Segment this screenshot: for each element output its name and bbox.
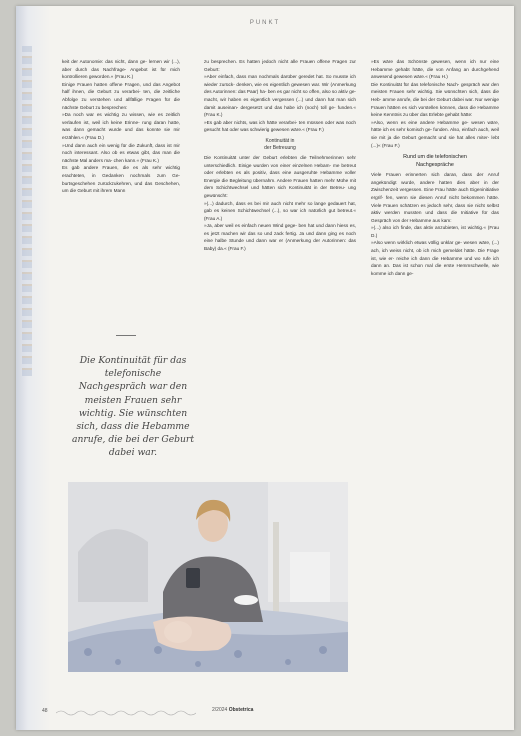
magazine-page bbox=[16, 6, 514, 730]
paragraph: Die Kontinuität unter der Geburt erlebten die Teilnehmerinnen sehr unterschiedlich. Einige wurden von einer einzelnen Hebam- me betreut oder erlebten es als positiv, dass eine ausgeruhte Hebamme voller Energie die Begleitung übernahm. Andere Frauen hatten mehr Mühe mit dem Schichtwechsel und hätten sich Kontinuität in der Betreu- ung gewünscht: bbox=[204, 154, 356, 198]
paragraph: »Es gab aber nichts, was ich hätte verarbei- ten müssen oder was noch gesucht hat oder was schwierig gewesen wäre.« (Frau F.) bbox=[204, 119, 356, 133]
paragraph: »Und dann auch ein wenig für die Zukunft, dass ist mir noch interessant. Also ob es etwas gibt, das man die nächste Mal anders ma- chen kann.« (Frau K.) bbox=[62, 142, 180, 163]
page-spine bbox=[16, 6, 50, 730]
issue-label: 2/2024 bbox=[212, 707, 228, 713]
pullquote-divider bbox=[116, 335, 136, 336]
column-3 bbox=[371, 58, 499, 277]
paragraph: »Aber einfach, dass man nochmals darüber geredet hat. So musste ich wieder zurück- denken, wie es eigentlich gewesen war. Wir (Anmerkung des Autorinnen: das Paar) ha- ben es gar nicht so offen, also so aktiv ge- macht, wir haben es eigentlich vergessen (...) und dann hat man sich damit auseinan- dergesetzt und das habe ich (noch) toll ge- funden.« (Frau K.) bbox=[204, 74, 356, 118]
wave-ornament bbox=[56, 709, 196, 717]
pull-quote: Die Kontinuität für das telefonische Nachgespräch war den meisten Frauen sehr wichtig. Sie wünschten sich, dass die Hebamme anrufe, die bei der Geburt dabei war. bbox=[71, 355, 195, 459]
paragraph: Einige Frauen hatten offene Fragen, und das Angebot half ihnen, die Geburt zu verarbei- ten, die zeitliche Abfolge zu verstehen und allfällige Fragen für die nächste Geburt zu besprechen: bbox=[62, 81, 180, 110]
page-footer bbox=[16, 706, 514, 720]
paragraph: zu besprechen. Es hatten jedoch nicht alle Frauen offene Fragen zur Geburt: bbox=[204, 59, 356, 72]
brand-name: Obstetrica bbox=[228, 707, 254, 713]
subheading-line: Nachgespräche bbox=[416, 161, 454, 168]
subheading bbox=[371, 154, 499, 169]
article-photo bbox=[68, 482, 348, 672]
paragraph: »(...) also ich finde, das aktiv anzubieten, ist wichtig.« (Frau D.) bbox=[371, 225, 499, 238]
paragraph: »Da noch war es wichtig zu wissen, wie es zeitlich verlaufen ist, weil ich keine Erinne- rung daran hatte, was dann gemacht wurde und das konnte sie mir erzählen.« (Frau D.) bbox=[62, 112, 180, 140]
footer-brand bbox=[212, 707, 253, 713]
paragraph: »(...) dadurch, dass es bei mir auch nicht mehr so lange gedauert hat, gab es keinen Schichtwechsel (...), so war ich natürlich gut betreut.« (Frau A.) bbox=[204, 200, 356, 221]
subheading bbox=[204, 138, 356, 152]
paragraph: »Also wenn wirklich etwas völlig unklar ge- wesen wäre, (...) ach, ich weiss nicht, ob ich mich gemeldet hätte. Die Frage ist, wie er- reiche ich dann die Hebamme und wo rufe ich dann an. Das ist schon mal die erste Hemmschwelle, wie komme ich dann ge- bbox=[371, 240, 499, 276]
paragraph: Es gab andere Frauen, die es als sehr wichtig erachteten, in Gedanken nochmals zum Ge- burtsgeschehen zurückzukehren, und das Geschehen, um die Geburt mit ihrem Mann bbox=[62, 165, 180, 194]
paragraph: »Ja, aber weil es einfach neuen Wind gege- ben hat und dann hiess es, es jetzt machen wir das so und zack fertig. Ja und dann ging es noch eine halbe Stunde und dann war er (Anmerkung der Autorinnen: das Baby) da.« (Frau F.) bbox=[204, 223, 356, 252]
paragraph: keit der Autonomie: das nicht, dann ge- lernen wir (...), aber durch das Nachfrage- Angebot ist für mich kontrollieren geworden.« (Frau K.) bbox=[62, 59, 180, 80]
subheading-line: der Betreuung bbox=[264, 144, 296, 151]
paragraph: »Es wäre das Schönste gewesen, wenn ich nur eine Hebamme gehabt hätte, die von Anfang an durchgehend anwesend gewesen wäre.« (Frau H.) bbox=[371, 59, 499, 80]
section-header: PUNKT bbox=[249, 20, 281, 26]
paragraph: Viele Frauen erinnerten sich daran, dass der Anruf angekündigt wurde, andere hatten dies aber in der Zwischenzeit vergessen. Eine Frau hätte auch Eigeninitiative ergrif- fen, wenn sie diesen Anruf nicht bekommen hätte. Viele Frauen schätzen es jedoch sehr, dass sie nicht selbst aktiv werden mussten und dass die Initiative für das Gespräch von der Hebamme aus kam: bbox=[371, 172, 499, 223]
subheading-line: Kontinuität in bbox=[265, 137, 295, 144]
column-2 bbox=[204, 58, 356, 253]
paragraph: Die Kontinuität für das telefonische Nach- gespräch war den meisten Frauen sehr wichtig. Sie wünschten sich, dass die Heb- amme anrufe, die bei der Geburt dabei war. Nur wenige Frauen hätten es sich vorstellen können, dass die Hebamme keine Kenntnis zu über das Erlebte gehabt hätte: bbox=[371, 81, 499, 118]
column-1 bbox=[62, 58, 180, 195]
paragraph: »Also, wenn es eine andere Hebamme ge- wesen wäre, hätte ich es sehr komisch ge- funden. Also, einfach auch, weil sie mit ja die Geburt gemacht und sie hat alles miter- lebt (...)« (Frau F.) bbox=[371, 119, 499, 148]
mother-baby-photo bbox=[68, 482, 348, 672]
subheading-line: Rund um die telefonischen bbox=[403, 154, 467, 161]
page-number: 48 bbox=[42, 708, 48, 714]
